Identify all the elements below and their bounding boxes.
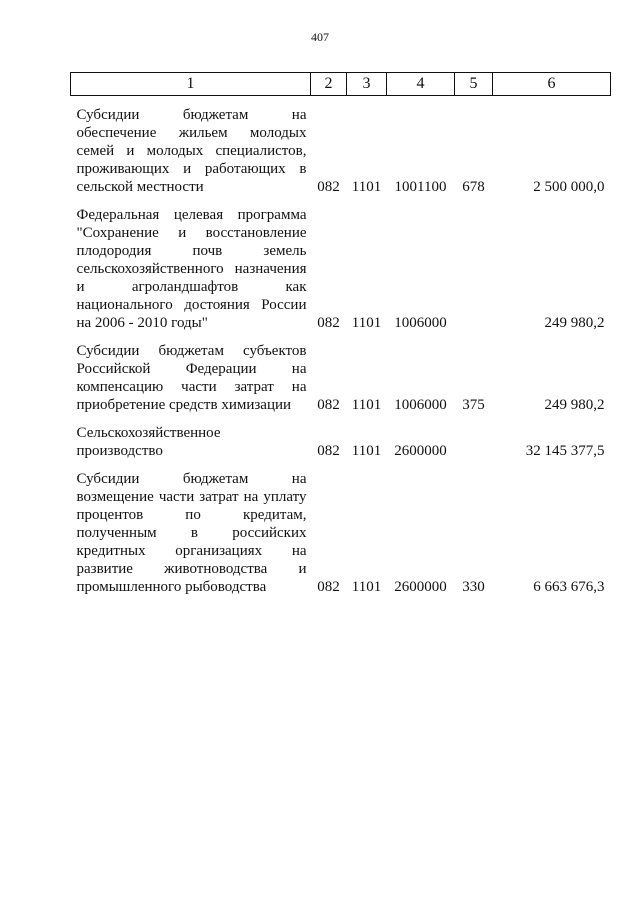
amount: 6 663 676,3 [533,579,605,595]
section-code: 1101 [351,179,382,195]
column-header-2: 2 [311,73,347,96]
table-row [71,470,611,596]
table-row [71,206,611,332]
target-code: 1006000 [394,397,447,413]
ministry-code: 082 [317,579,340,595]
table-row [71,106,611,196]
ministry-code: 082 [317,443,340,459]
row-description: Сельскохозяйственное производство [76,425,221,459]
row-description: Субсидии бюджетам субъектов Российской Федерации на компенсацию части затрат на приобретение средств химизации [76,343,307,413]
ministry-code: 082 [317,397,340,413]
header-row [71,73,611,96]
target-code: 2600000 [394,579,447,595]
ministry-code: 082 [317,179,340,195]
expense-type-code [455,206,493,332]
row-description: Федеральная целевая программа "Сохранение и восстановление плодородия почв земель сельскохозяйственного назначения и агроландшафтов как национального достояния России на 2006 - 2010 годы" [76,207,307,331]
expense-type-code [455,424,493,460]
row-description: Субсидии бюджетам на возмещение части затрат на уплату процентов по кредитам, полученным в российских кредитных организациях на развитие животноводства и промышленного рыбоводства [76,471,307,595]
column-header-4: 4 [387,73,455,96]
table-row [71,424,611,460]
target-code: 1001100 [394,179,447,195]
column-header-6: 6 [493,73,611,96]
expense-type-code: 678 [462,179,485,195]
column-header-5: 5 [455,73,493,96]
section-code: 1101 [351,315,382,331]
table-row [71,342,611,414]
page-number: 407 [311,30,329,44]
expense-type-code: 330 [462,579,485,595]
target-code: 1006000 [394,315,447,331]
row-description: Субсидии бюджетам на обеспечение жильем молодых семей и молодых специалистов, проживающих и работающих в сельской местности [76,107,307,195]
expense-type-code: 375 [462,397,485,413]
budget-table [70,72,611,596]
ministry-code: 082 [317,315,340,331]
amount: 32 145 377,5 [525,443,605,459]
section-code: 1101 [351,443,382,459]
amount: 249 980,2 [544,315,605,331]
amount: 2 500 000,0 [533,179,605,195]
column-header-3: 3 [347,73,387,96]
column-header-1: 1 [71,73,311,96]
section-code: 1101 [351,579,382,595]
amount: 249 980,2 [544,397,605,413]
section-code: 1101 [351,397,382,413]
target-code: 2600000 [394,443,447,459]
